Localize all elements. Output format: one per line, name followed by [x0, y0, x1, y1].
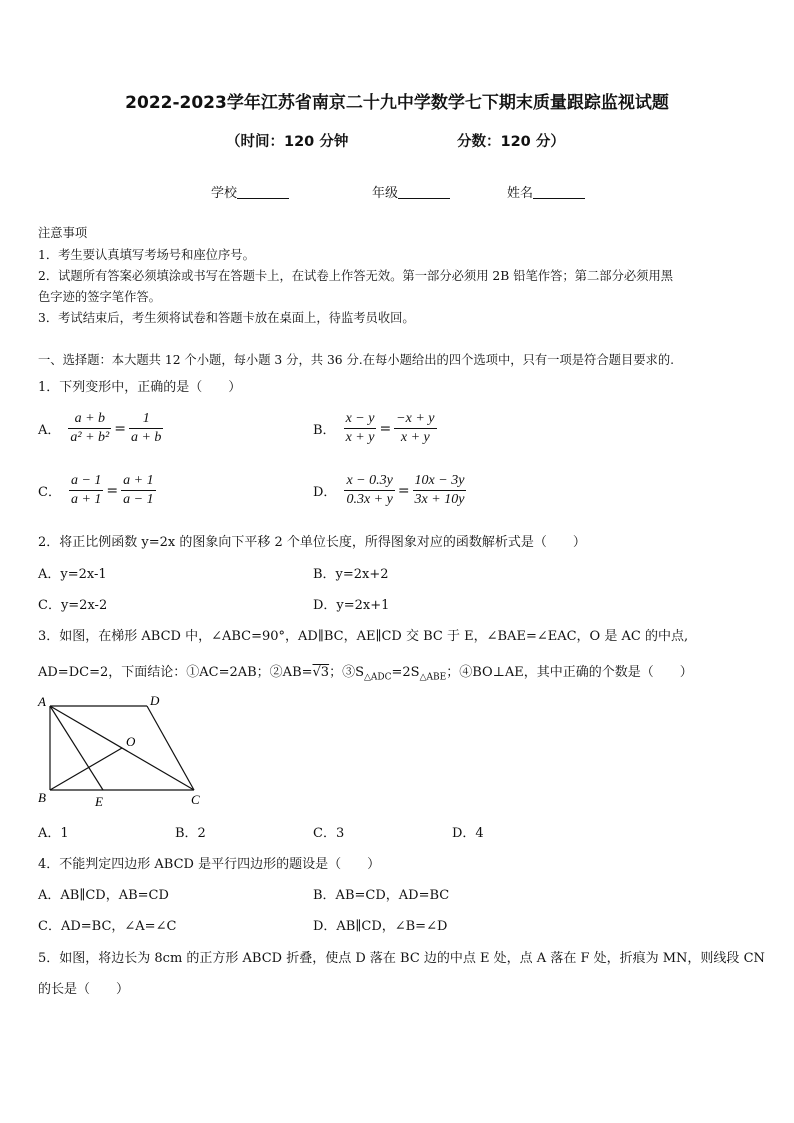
name-field[interactable] [507, 182, 585, 201]
q4-option-c[interactable]: C．AD=BC，∠A=∠C [38, 919, 177, 934]
q1-option-c[interactable]: C． $\frac{a - 1}{a + 1}$ = $\frac{a + 1}{a - 1}$ [38, 473, 154, 507]
q4-option-b[interactable]: B．AB=CD，AD=BC [313, 888, 450, 903]
point-c-label: C [191, 792, 200, 807]
trapezoid-figure [30, 690, 215, 815]
school-label: 学校 [211, 186, 238, 201]
q2-option-a[interactable]: A．y=2x-1 [38, 567, 107, 582]
exam-time: （时间：120 分钟 [226, 134, 349, 150]
point-d-label: D [150, 693, 160, 708]
notice-item: 2．试题所有答案必须填涂或书写在答题卡上，在试卷上作答无效。第一部分必须用 2B 铅笔作答；第二部分必须用黑 [38, 269, 674, 283]
exam-score: 分数：120 分） [457, 134, 565, 150]
school-field[interactable] [211, 182, 289, 201]
fraction-right: $\frac{-x + y}{x + y}$ [396, 411, 435, 445]
q3-option-d[interactable]: D．4 [452, 826, 484, 841]
section-heading: 一、选择题：本大题共 12 个小题，每小题 3 分，共 36 分.在每小题给出的四个选项中，只有一项是符合题目要求的. [38, 353, 675, 367]
q1-option-b[interactable]: B． $\frac{x - y}{x + y}$ = $\frac{-x + y}{x + y}$ [313, 411, 435, 445]
fraction-left: $\frac{a - 1}{a + 1}$ [70, 473, 102, 507]
q3-option-b[interactable]: B．2 [175, 826, 206, 841]
fraction-left: $\frac{x - 0.3y}{0.3x + y}$ [346, 473, 393, 507]
q4-option-a[interactable]: A．AB∥CD，AB=CD [38, 888, 169, 903]
fraction-right: $\frac{10x - 3y}{3x + 10y}$ [414, 473, 465, 507]
point-e-label: E [95, 794, 103, 809]
question-4-stem: 4．不能判定四边形 ABCD 是平行四边形的题设是（ ） [38, 857, 381, 872]
question-3-stem: 3．如图，在梯形 ABCD 中，∠ABC=90°，AD∥BC，AE∥CD 交 BC 于 E，∠BAE=∠EAC，O 是 AC 的中点, [38, 629, 689, 644]
q4-option-d[interactable]: D．AB∥CD，∠B=∠D [313, 919, 448, 934]
grade-label: 年级 [372, 186, 399, 201]
name-label: 姓名 [507, 186, 534, 201]
notice-heading: 注意事项 [38, 226, 88, 240]
school-blank[interactable] [237, 186, 289, 199]
fraction-right: $\frac{1}{a + b}$ [130, 411, 162, 445]
question-1-stem: 1．下列变形中，正确的是（ ） [38, 380, 242, 395]
fraction-right: $\frac{a + 1}{a - 1}$ [123, 473, 154, 507]
notice-item: 色字迹的签字笔作答。 [38, 290, 161, 304]
q1-option-d[interactable]: D． $\frac{x - 0.3y}{0.3x + y}$ = $\frac{10x - 3y}{3x + 10y}$ [313, 473, 465, 507]
q2-option-d[interactable]: D．y=2x+1 [313, 598, 390, 613]
fraction-left: $\frac{x - y}{x + y}$ [345, 411, 375, 445]
question-5-stem: 5．如图，将边长为 8cm 的正方形 ABCD 折叠，使点 D 落在 BC 边的中点 E 处，点 A 落在 F 处，折痕为 MN，则线段 CN [38, 951, 765, 966]
question-2-stem: 2．将正比例函数 y=2x 的图象向下平移 2 个单位长度，所得图象对应的函数解析式是（ ） [38, 535, 586, 550]
q1-option-a[interactable]: A． $\frac{a + b}{\text{a² + b²}}$ = $\frac{1}{a + b}$ [38, 411, 162, 445]
notice-item: 3．考试结束后，考生须将试卷和答题卡放在桌面上，待监考员收回。 [38, 311, 415, 325]
q2-option-c[interactable]: C．y=2x-2 [38, 598, 108, 613]
point-a-label: A [38, 694, 46, 709]
point-o-label: O [126, 734, 136, 749]
notice-item: 1．考生要认真填写考场号和座位序号。 [38, 248, 255, 262]
sqrt-three: √3 [312, 665, 330, 680]
page-title: 2022-2023学年江苏省南京二十九中学数学七下期末质量跟踪监视试题 [125, 93, 669, 113]
grade-field[interactable] [372, 182, 450, 201]
fraction-left: $\frac{a + b}{\text{a² + b²}}$ [70, 411, 110, 445]
q3-option-a[interactable]: A．1 [38, 826, 69, 841]
grade-blank[interactable] [398, 186, 450, 199]
point-b-label: B [38, 790, 46, 805]
name-blank[interactable] [533, 186, 585, 199]
q3-option-c[interactable]: C．3 [313, 826, 345, 841]
q2-option-b[interactable]: B．y=2x+2 [313, 567, 389, 582]
question-5-stem-cont: 的长是（ ） [38, 982, 130, 997]
question-3-conditions: AD=DC=2，下面结论：①AC=2AB；②AB=√3；$③S_{\triangle ADC}=2S_{\triangle ABE}$；④BO⊥AE，其中正确的个数是（ ） [38, 665, 693, 683]
